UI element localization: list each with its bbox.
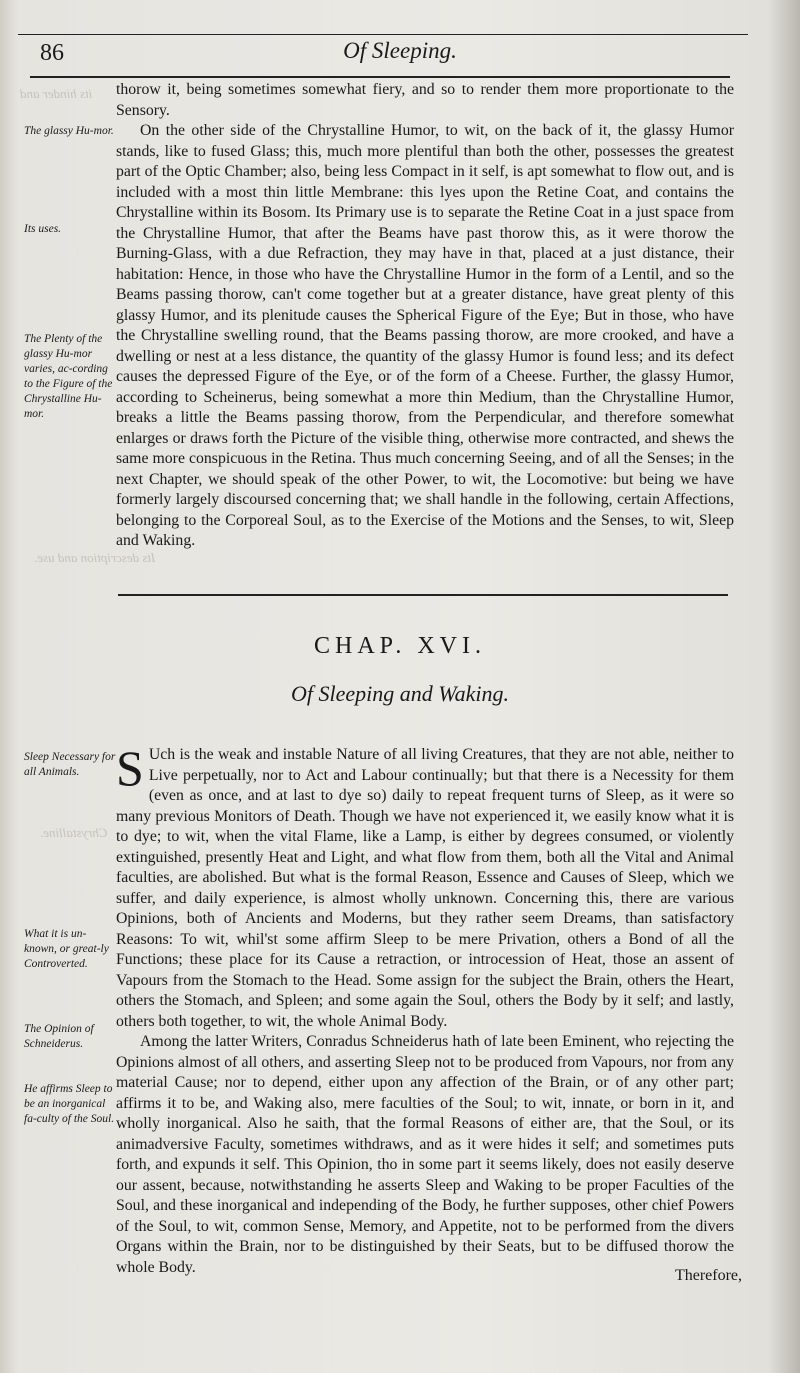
margin-note: He affirms Sleep to be an inorganical fa-culty of the Soul.: [24, 1083, 115, 1125]
paragraph-text: Uch is the weak and instable Nature of all living Creatures, that they are not able, neither to Live perpetually, nor to Act and Labour continually; but that there is a Necessity for them (even as once, and at last to dye so) daily to repeat frequent turns of Sleep, as it were so many previous Monitors of Death. Though we have not experienced it, we easily know what it is to dye; to wit, when the vital Flame, like a Lamp, is either by degrees consumed, or violently extinguished, presently Heat and Light, and what flow from them, both all the Vital and Animal faculties, are abolished. But what is the formal Reason, Essence and Causes of Sleep, which we suffer, and daily experience, is almost wholly unknown. Concerning this, there are various Opinions, both of Ancients and Moderns, but they rather seem Dreams, than satisfactory Reasons: To wit, whil'st some affirm Sleep to be mere Privation, others a Bond of all the Functions; these place for its Cause a retraction, or introcession of Heat, those an assent of Vapours from the Stomach to the Head. Some assign for the subject the Brain, others the Heart, others the Stomach, and Spleen; and some again the Soul, others the Body by it self; and lastly, others both together, to wit, the whole Animal Body.: [116, 746, 734, 1030]
section-divider: [118, 594, 728, 596]
catchword: Therefore,: [674, 1267, 742, 1284]
page-number: 86: [40, 40, 64, 66]
paragraph: thorow it, being sometimes somewhat fiery, and so to render them more proportionate to the Sensory.: [116, 81, 734, 119]
paragraph: Among the latter Writers, Conradus Schneiderus hath of late been Eminent, who rejecting the Opinions almost of all others, and asserting Sleep not to be produced from Vapours, nor from any material Cause; nor to depend, either upon any affection of the Brain, or of any other part; affirms it to be, and Waking also, mere faculties of the Soul; to wit, innate, or born in it, and wholly inorganical. Also he saith, that the formal Reasons of either are, that the Soul, or its animadversive Faculty, sometimes withdraws, and as it were hides it self; and sometimes puts forth, and expunds it self. This Opinion, tho in some part it seems likely, does not easily deserve our assent, because, notwithstanding he asserts Sleep and Waking to be proper Faculties of the Soul, and these inorganical and independing of the Body, he further supposes, other chief Powers of the Soul, to wit, common Sense, Memory, and Appetite, not to be performed from the divers Organs within the Brain, nor to be distinguished by their Seats, but to be diffused thorow the whole Body.: [116, 1033, 734, 1276]
text-block-eye: [116, 80, 734, 552]
top-rule: [18, 34, 748, 35]
paragraph: [116, 740, 734, 1032]
drop-cap: S: [116, 740, 144, 796]
margin-note: What it is un-known, or great-ly Controverted.: [24, 928, 109, 970]
paragraph: On the other side of the Chrystalline Humor, to wit, on the back of it, the glassy Humor stands, like to fused Glass; this, much more plentiful than both the other, possesses the greatest part of the Optic Chamber; also, being less Compact in it self, is apt somewhat to flow out, and is included with a most thin little Membrane: this lyes upon the Retine Coat, and contains the Chrystalline within its Bosom. Its Primary use is to separate the Retine Coat in a just space from the Chrystalline Humor, that after the Beams have past thorow this, as it were thorow the Burning-Glass, with a due Refraction, they may have in that, placed at a just distance, their habitation: Hence, in those who have the Chrystalline Humor in the form of a Lentil, and so the Beams passing thorow, can't come together but at a greater distance, have great plenty of this glassy Humor, and its plenitude causes the Spherical Figure of the Eye; But in those, who have the Chrystalline swelling round, that the Beams passing thorow, are more crooked, and have a dwelling or nest at a less distance, the quantity of the glassy Humor is found less; and its defect causes the depressed Figure of the Eye, or of the form of a Cheese. Further, the glassy Humor, according to Scheinerus, being somewhat a more thin Medium, than the Chrystalline Humor, breaks a little the Beams passing thorow, from the Perpendicular, and therefore somewhat enlarges or draws forth the Picture of the visible thing, otherwise more contracted, and shews the same more conspicuous in the Retina. Thus much concerning Seeing, and of all the Senses; in the next Chapter, we should speak of the other Power, to wit, the Locomotive: but being we have formerly largely discoursed concerning that; we shall handle in the following, certain Affections, belonging to the Corporeal Soul, as to the Exercise of the Motions and the Senses, to wit, Sleep and Waking.: [116, 122, 734, 549]
margin-note: Its uses.: [24, 223, 62, 235]
show-through-text: Its description and use.: [34, 550, 156, 565]
margin-note: The glassy Hu-mor.: [24, 125, 114, 137]
margin-note: Sleep Necessary for all Animals.: [24, 751, 116, 778]
running-head: Of Sleeping.: [343, 38, 457, 63]
show-through-text: its hinder and: [20, 86, 93, 101]
header-rule: [30, 76, 730, 78]
margin-note: The Plenty of the glassy Hu-mor varies, ac-cording to the Figure of the Chrystalline Hu-mor.: [24, 333, 113, 420]
margin-note: The Opinion of Schneiderus.: [24, 1023, 94, 1050]
chapter-title: CHAP. XVI.: [313, 633, 486, 659]
show-through-text: Chrystalline.: [40, 825, 108, 840]
chapter-subtitle: Of Sleeping and Waking.: [291, 681, 509, 706]
text-block-sleep: [116, 740, 734, 1278]
